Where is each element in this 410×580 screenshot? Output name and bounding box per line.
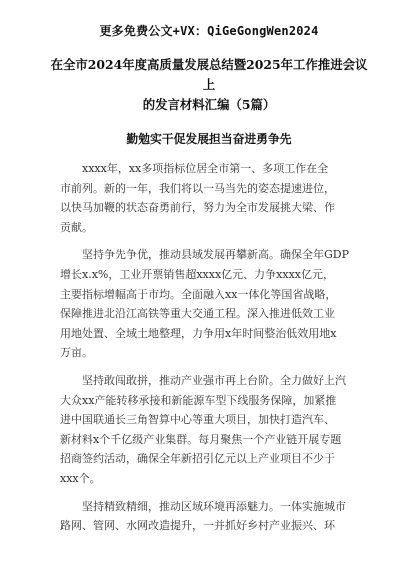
paragraph-line: 大众xx产能转移承接和新能源车型下线服务保障，加紧推 [60,393,337,407]
paragraph-line: 坚持精致精细，推动区域环境再添魅力。一体实施城市 [82,499,346,513]
paragraph-line: 进中国联通长三角智算中心等重大项目，加快打造汽车、 [60,413,335,427]
paragraph [60,497,358,536]
document-title-line: 在全市2024年度高质量发展总结暨2025年工作推进会议上 [50,57,368,92]
document-body [60,159,358,536]
document-title [46,55,372,115]
paragraph-line: 路网、管网、水网改造提升，一并抓好乡村产业振兴、环 [60,519,335,533]
paragraph-line: 市前列。新的一年，我们将以一马当先的姿态提速进位， [60,181,335,195]
paragraph-line: 坚持敢闯敢拼，推动产业强市再上台阶。全力做好上汽 [82,373,346,387]
paragraph-line: 保障推进北沿江高铁等重大交通工程。深入推进低效工业 [60,307,335,321]
paragraph-line: 用地处置、全域土地整理，力争用x年时间整治低效用地x [60,326,337,340]
paragraph [60,159,358,237]
document-title-line: 的发言材料汇编（5篇） [142,97,276,112]
paragraph [60,371,358,489]
section-heading: 勤勉实干促发展担当奋进勇争先 [126,132,292,146]
paragraph-line: 新材料x个千亿级产业集群。每月聚焦一个产业链开展专题 [60,432,342,446]
paragraph-line: 万亩。 [60,346,93,360]
paragraph-line: 坚持争先争优，推动县域发展再攀新高。确保全年GDP [82,248,350,262]
paragraph-line: 增长x.x%，工业开票销售超xxxx亿元、力争xxxx亿元， [60,267,334,281]
paragraph-line: xxx个。 [60,471,101,485]
watermark-text: 更多免费公文+VX：QiGeGongWen2024 [99,24,319,38]
paragraph-line: 贡献。 [60,220,93,234]
paragraph-line: xxxx年，xx多项指标位居全市第一、多项工作在全 [82,162,329,175]
paragraph [60,245,358,363]
paragraph-line: 以快马加鞭的状态奋勇前行，努力为全市发展挑大梁、作 [60,201,335,215]
paragraph-line: 主要指标增幅高于市均。全面融入xx一体化等国省战略， [60,287,337,301]
paragraph-line: 招商签约活动，确保全年新招引亿元以上产业项目不少于 [60,452,335,466]
